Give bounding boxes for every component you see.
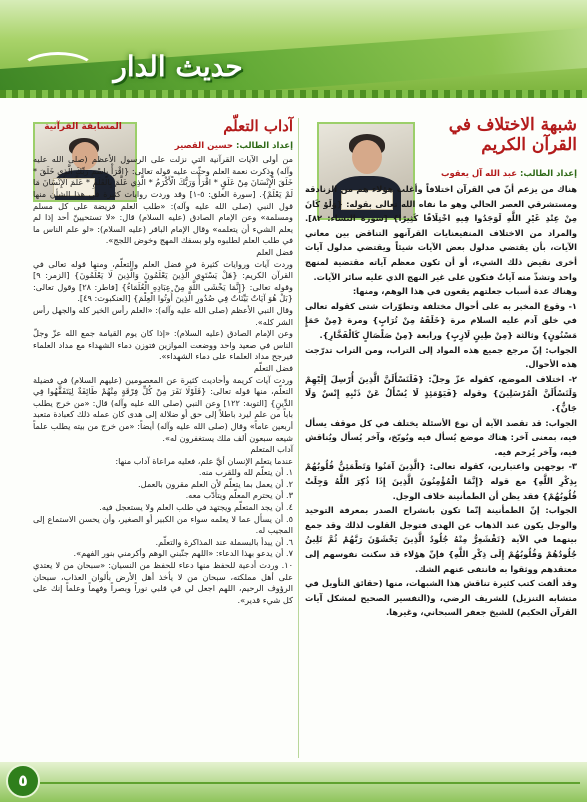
article-title-left: آداب التعلّم (223, 117, 293, 135)
subheading: آداب المتعلم (250, 444, 293, 455)
paragraph: الجواب: إنّ مرجع جميع هذه المواد إلى التراب، ومن التراب تدرّجت هذه الأحوال. (305, 344, 577, 370)
author-name: حسين القصير (174, 141, 233, 152)
paragraph: وهناك عدة أسباب جعلتهم يقعون في هذا الوهم، ومنها: (352, 286, 577, 297)
paragraph: هناك من يزعم أنّ في القرآن اختلافاً وأغلب هؤلاء هم من الزنادقة ومستشرقي العصر الحالي وهو ما نفاه الله تعالى بقوله: {وَلَوْ كَانَ مِنْ عِنْدِ غَيْرِ اللَّهِ لَوَجَدُوا فِيهِ اخْتِلَافًا كَثِيرًا} [سورة النساء: ٨٢]. والمراد من الاختلاف المنفيعنايات القرآنهو التناقض بين معاني الآيات، بأن يقتضي مدلول بعض الآيات شيئاً ويقتضي مدلول آيات أخرى نقيض ذلك الشيء، أو أن تكون معظم آياته مقتضية لمنهج واحد وتشذّ منه آياتٌ فتكون على غير النهج الذي عليه سائر الآيات. (305, 184, 577, 282)
paragraph: وقال النبي الأعظم (صلى الله عليه وآله): «العلم رأس الخير كله والجهل رأس الشر كله». (33, 304, 293, 327)
paragraph: ٣- بوجهين واعتبارين، كقوله تعالى: {الَّذِينَ آمَنُوا وَتَطْمَئِنُّ قُلُوبُهُمْ بِذِكْرِ اللَّهِ} مع قوله {إِنَّمَا الْمُؤْمِنُونَ الَّذِينَ إِذَا ذُكِرَ اللَّهُ وَجِلَتْ قُلُوبُهُمْ} فقد يظن أن الطمأنينة خلاف الوجل. (305, 461, 577, 501)
article-body-left (33, 154, 293, 606)
paragraph: الجواب: إنّ الطمأنينة إنّما تكون بانشراح الصدر بمعرفة التوحيد والوجل يكون عند الذهاب عن الهدى فتوجل القلوب لذلك وقد جمع بينهما في الآية {تَقْشَعِرُّ مِنْهُ جُلُودُ الَّذِينَ يَخْشَوْنَ رَبَّهُمْ ثُمَّ تَلِينُ جُلُودُهُمْ وَقُلُوبُهُمْ إِلَى ذِكْرِ اللَّهِ} فإنّ هؤلاء قد سكنت نفوسهم إلى معتقدهم ووثقوا به فانتفى عنهم الشك. (305, 505, 577, 574)
author-label: إعداد الطالب: (519, 169, 577, 180)
author-line-right (305, 169, 577, 179)
list-item: ٤. أن يجد المتعلّم ويجتهد في طلب العلم ولا يستعجل فيه. (99, 502, 293, 513)
paragraph: وردت آيات وروايات كثيرة في فضل العلم والتعلّم، ومنها قوله تعالى في القرآن الكريم: {هَلْ يَسْتَوِي الَّذِينَ يَعْلَمُونَ وَالَّذِينَ لَا يَعْلَمُونَ} [الزمر: ٩] وقوله تعالى: {إِنَّمَا يَخْشَى اللَّهَ مِنْ عِبَادِهِ الْعُلَمَاءُ} [فاطر: ٢٨] وقول تعالى: {بَلْ هُوَ آيَاتٌ بَيِّنَاتٌ فِي صُدُورِ الَّذِينَ أُوتُوا الْعِلْمَ} [العنكبوت: ٤٩]. (33, 258, 293, 304)
list-item: ٧. أن يدعو بهذا الدعاء: «اللهم جنّبني الوهم وأكرمني بنور الفهم». (73, 548, 293, 559)
list-item: ٣. أن يحترم المعلّم ويتأدّب معه. (185, 490, 293, 501)
paragraph: ١- وقوع المخبر به على أحوال مختلفة وتطوّرات شتى كقوله تعالى في خلق آدم عليه السلام مرة {خَلَقَهُ مِنْ تُرَابٍ} ومرة {مِنْ حَمَإٍ مَسْنُونٍ} وثالثة {مِنْ طِينٍ لَازِبٍ} ورابعة {مِنْ صَلْصَالٍ كَالْفَخَّارِ}. (305, 300, 577, 341)
header-stripe (0, 90, 587, 98)
list-item: ١. أن يتعلّم لله وللقرب منه. (198, 467, 293, 478)
paragraph: وردت آيات كريمة وأحاديث كثيرة عن المعصومين (عليهم السلام) في فضيلة التعلّم، منها قوله تعالى: {فَلَوْلَا نَفَرَ مِنْ كُلِّ فِرْقَةٍ مِنْهُمْ طَائِفَةٌ لِيَتَفَقَّهُوا فِي الدِّينِ} [التوبة: ١٢٢] وعن النبي (صلى الله عليه وآله) قال: «من خرج يطلب باباً من علم ليرد باطلاً إلى حق أو ضلالة إلى هدى كان عمله ذلك كعبادة متعبد أربعين عاماً» وقال (صلى الله عليه وآله) أيضاً: «من خرج من بيته يطلب علماً شيعه سبعون ألف ملك يستغفرون له». (33, 374, 293, 443)
footer-band (0, 762, 587, 802)
footer-line (40, 782, 580, 784)
paragraph: عندما يتعلم الإنسان أيَّ علم، فعليه مراعاة آداب منها: (115, 455, 293, 466)
paragraph: من أولى الآيات القرآنية التي نزلت على الرسول الأعظم (صلى الله عليه وآله) وذكرت نعمة العلم وحثّت عليه قوله تعالى: {اقْرَأْ بِاسْمِ رَبِّكَ الَّذِي خَلَقَ * خَلَقَ الْإِنْسَانَ مِنْ عَلَقٍ * اقْرَأْ وَرَبُّكَ الْأَكْرَمُ * الَّذِي عَلَّمَ بِالْقَلَمِ * عَلَّمَ الْإِنْسَانَ مَا لَمْ يَعْلَمْ}. [سورة العلق: ٥-١] وقد وردت روايات كثيرة في هذا الشأن منها قول النبي (صلى الله عليه وآله): «طلب العلم فريضة على كل مسلم ومسلمة» وعن الإمام الصادق (عليه السلام) قال: «لا تستحيينّ أحد إذا لم يعلم الشيء أن يتعلمه» وقال الإمام الباقر (عليه السلام): «لو علم الناس ما في طلب العلم لطلبوه ولو بسفك المهج وخوض اللجج». (33, 154, 293, 246)
subheading: فضل العلم (256, 247, 293, 257)
list-item: ٥. أن يسأل عما لا يعلمه سواء من الكبير أو الصغير، وأن يحسن الاستماع إلى المجيب له. (33, 513, 293, 536)
page-number: ٥ (6, 764, 40, 798)
paragraph: وعن الإمام الصادق (عليه السلام): «إذا كان يوم القيامة جمع الله عزّ وجلّ الناس في صعيد واحد ووضعت الموازين فتوزن دماء الشهداء مع مداد العلماء فيرجح مداد العلماء على دماء الشهداء». (33, 328, 293, 362)
subheading: فضل التعلّم (253, 362, 293, 373)
right-column (305, 112, 577, 620)
article-body-right (305, 182, 577, 620)
paragraph: وقد ألفت كتب كثيرة تناقش هذا الشبهات، منها (حقائق التأويل في متشابه التنزيل) للشريف الرضي، و(التفسير الصحيح لمشكل آيات القرآن الحكيم) للشيخ جعفر السبحاني، وغيرها. (305, 578, 577, 618)
left-column (33, 112, 293, 606)
author-label: إعداد الطالب: (235, 141, 293, 152)
column-divider (298, 118, 299, 758)
paragraph: الجواب: قد تقصد الآية أن نوع الأسئلة يختلف في كل موقف يسأل فيه، بمعنى آخر: هناك موضع يُسأل فيه ويُوبّخ، وآخر يُسأل ويُناقش فيه، وآخر يُرحم فيه. (305, 417, 577, 457)
list-item: ١٠. وردت أدعية للحفظ منها دعاء للحفظ من النسيان: «سبحان من لا يعتدي على أهل مملكته، سبحان من لا يأخذ أهل الأرض بألوان العذاب، سبحان الرؤوف الرحيم، اللهم اجعل لي في قلبي نوراً وبصراً وفهماً وعلماً إنك على كل شيء قدير». (33, 560, 293, 605)
section-title: حديث الدار (113, 50, 243, 83)
paragraph: ٢- اختلاف الموضع، كقوله عزّ وجلّ: {فَلَنَسْأَلَنَّ الَّذِينَ أُرْسِلَ إِلَيْهِمْ وَلَنَسْأَلَنَّ الْمُرْسَلِينَ} وقوله {فَيَوْمَئِذٍ لَا يُسْأَلُ عَنْ ذَنْبِهِ إِنْسٌ وَلَا جَانٌّ}. (305, 373, 577, 413)
article-title-right: شبهة الاختلاف في القرآن الكريم (448, 115, 577, 155)
competition-label: المسابقة القرآنية (44, 122, 122, 132)
list-item: ٢. أن يعمل بما يتعلّم لأن العلم مقرون بالعمل. (138, 478, 293, 489)
author-name: عبد الله آل يعقوب (440, 169, 517, 180)
list-item: ٦. أن يبدأ بالبسملة عند المذاكرة والتعلّم. (155, 536, 293, 547)
author-line-left (141, 141, 293, 151)
